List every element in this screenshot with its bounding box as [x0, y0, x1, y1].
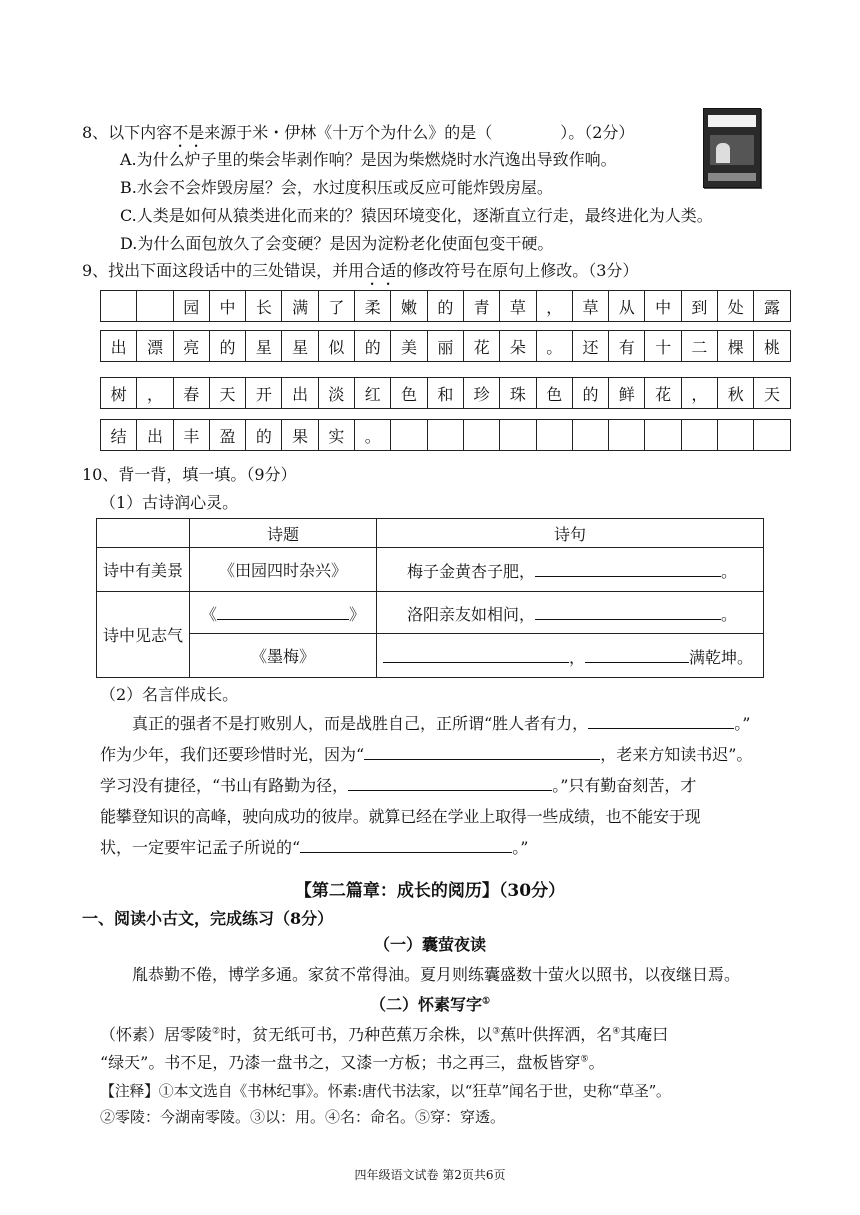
- q8-option-c[interactable]: C.人类是如何从猿类进化而来的？猿因环境变化，逐渐直立行走，最终进化为人类。: [120, 206, 713, 225]
- q10-sub1: （1）古诗润心灵。: [100, 493, 239, 512]
- grid-cell[interactable]: 天: [754, 378, 790, 409]
- text2-seg: 蕉叶供挥洒，名: [500, 1025, 613, 1044]
- grid-cell[interactable]: 美: [391, 331, 427, 362]
- grid-cell[interactable]: 亮: [173, 331, 209, 362]
- grid-cell[interactable]: [101, 291, 137, 322]
- grid-cell[interactable]: 。: [355, 420, 391, 451]
- grid-cell[interactable]: ，: [536, 291, 572, 322]
- grid-cell[interactable]: 的: [427, 291, 463, 322]
- quote-line-2-text: 作为少年，我们还要珍惜时光，因为“: [100, 745, 365, 764]
- poem-row3-title: 《墨梅》: [190, 634, 377, 678]
- quote-line-1: [100, 708, 765, 739]
- grid-cell[interactable]: 嫩: [391, 291, 427, 322]
- poem-row3-verse: [377, 634, 764, 678]
- poem-col-verse: 诗句: [377, 519, 764, 548]
- quote-line-5-end: 。”: [512, 838, 529, 857]
- q8-option-a[interactable]: A.为什么炉子里的柴会毕剥作响？是因为柴燃烧时水汽逸出导致作响。: [120, 150, 617, 169]
- grid-cell[interactable]: 花: [463, 331, 499, 362]
- grid-cell[interactable]: 果: [282, 420, 318, 451]
- grid-cell[interactable]: 天: [209, 378, 245, 409]
- q8-stem-part: 8、以下内容: [82, 123, 173, 142]
- text2-title-text: （二）怀素写字: [369, 995, 482, 1014]
- poem-row1-verse: [377, 548, 764, 592]
- chapter2-heading-text: 【第二篇章：成长的阅历】（: [294, 881, 508, 901]
- grid-cell[interactable]: [645, 420, 681, 451]
- grid-cell[interactable]: [391, 420, 427, 451]
- grid-cell[interactable]: 出: [282, 378, 318, 409]
- poem-row2-verse-blank[interactable]: [535, 601, 721, 620]
- grid-cell[interactable]: 的: [246, 420, 282, 451]
- grid-cell[interactable]: 满: [282, 291, 318, 322]
- grid-cell[interactable]: [137, 291, 173, 322]
- q10-stem: 10、背一背，填一填。（9分）: [82, 465, 297, 484]
- poem-row2-verse: [377, 592, 764, 634]
- grid-cell[interactable]: [609, 420, 645, 451]
- text2-seg: “绿天”。书不足，乃漆一盘书之，又漆一方板；书之再三，盘板皆穿: [100, 1053, 581, 1072]
- grid-cell[interactable]: 鲜: [609, 378, 645, 409]
- poem-row2-verse-end: 。: [721, 604, 738, 624]
- grid-cell[interactable]: ，: [137, 378, 173, 409]
- grid-cell[interactable]: 似: [318, 331, 354, 362]
- poem-row2-title-blank[interactable]: [217, 601, 349, 620]
- grid-cell[interactable]: ，: [681, 378, 717, 409]
- grid-cell[interactable]: 春: [173, 378, 209, 409]
- quote-line-3: [100, 770, 765, 801]
- grid-cell[interactable]: [536, 420, 572, 451]
- text2-seg: （怀素）居零陵: [100, 1025, 213, 1044]
- chapter2-heading: [0, 876, 860, 901]
- grid-cell[interactable]: [681, 420, 717, 451]
- grid-cell[interactable]: 棵: [718, 331, 754, 362]
- poem-row2-category: 诗中见志气: [97, 592, 190, 678]
- grid-cell[interactable]: 淡: [318, 378, 354, 409]
- grid-cell[interactable]: 盈: [209, 420, 245, 451]
- grid-cell[interactable]: 实: [318, 420, 354, 451]
- q9-grid-row-4: [100, 419, 791, 451]
- grid-cell[interactable]: 开: [246, 378, 282, 409]
- grid-cell[interactable]: 丽: [427, 331, 463, 362]
- grid-cell[interactable]: 的: [355, 331, 391, 362]
- notes-line-2: ②零陵：今湖南零陵。③以：用。④名：命名。⑤穿：穿透。: [100, 1108, 506, 1126]
- grid-cell[interactable]: 草: [500, 291, 536, 322]
- grid-cell[interactable]: 到: [681, 291, 717, 322]
- poem-col-title: 诗题: [190, 519, 377, 548]
- quote-blank-1[interactable]: [588, 710, 734, 729]
- grid-cell[interactable]: 的: [572, 378, 608, 409]
- section1-heading: 一、阅读小古文，完成练习（8分）: [82, 909, 334, 928]
- grid-cell[interactable]: 星: [282, 331, 318, 362]
- text2-title-note: ①: [481, 996, 491, 1007]
- q8-stem-part: 来源于米・伊林《十万个为什么》的是（: [204, 123, 493, 142]
- grid-cell[interactable]: 从: [609, 291, 645, 322]
- grid-cell[interactable]: 漂: [137, 331, 173, 362]
- grid-cell[interactable]: 珠: [500, 378, 536, 409]
- q9-stem: [82, 258, 638, 289]
- poem-row1-verse-blank[interactable]: [535, 558, 721, 577]
- grid-cell[interactable]: 柔: [355, 291, 391, 322]
- q9-stem-part: 9、找出下面这段话中的三处错误，并用: [82, 261, 365, 280]
- poem-row3-blank-1[interactable]: [383, 644, 569, 663]
- grid-cell[interactable]: [572, 420, 608, 451]
- poem-row1-category: 诗中有美景: [97, 548, 190, 592]
- notes-line-1: 【注释】①本文选自《书林纪事》。怀素:唐代书法家，以“狂草”闻名于世，史称“草圣”。: [100, 1082, 671, 1100]
- quote-line-4: 能攀登知识的高峰，驶向成功的彼岸。就算已经在学业上取得一些成绩，也不能安于现: [100, 807, 701, 826]
- q9-grid-row-1: [100, 290, 791, 322]
- grid-cell[interactable]: 星: [246, 331, 282, 362]
- grid-cell[interactable]: 花: [645, 378, 681, 409]
- chapter2-heading-unit: 分）: [531, 881, 566, 901]
- grid-cell[interactable]: 露: [754, 291, 790, 322]
- book-cover-image: [703, 108, 761, 188]
- book-cover-figure: [716, 143, 730, 163]
- quote-line-1-end: 。”: [734, 714, 751, 733]
- grid-cell[interactable]: 红: [355, 378, 391, 409]
- text2-note-3: ③: [492, 1026, 501, 1037]
- grid-cell[interactable]: 朵: [500, 331, 536, 362]
- grid-cell[interactable]: [500, 420, 536, 451]
- poem-row1-verse-end: 。: [721, 561, 738, 581]
- text2-seg: 其庵曰: [620, 1025, 669, 1044]
- text2-note-4: ④: [612, 1026, 621, 1037]
- text2-note-5: ⑤: [580, 1054, 589, 1065]
- grid-cell[interactable]: 树: [101, 378, 137, 409]
- poem-table-corner: [97, 519, 190, 548]
- grid-cell[interactable]: 的: [209, 331, 245, 362]
- quote-blank-4[interactable]: [300, 834, 512, 853]
- book-cover-bottom-strip: [708, 173, 756, 181]
- grid-cell[interactable]: [718, 420, 754, 451]
- grid-cell[interactable]: 桃: [754, 331, 790, 362]
- quote-line-1-text: 真正的强者不是打败别人，而是战胜自己，正所谓“胜人者有力，: [132, 714, 589, 733]
- grid-cell[interactable]: 二: [681, 331, 717, 362]
- grid-cell[interactable]: 色: [536, 378, 572, 409]
- q9-grid-row-3: [100, 377, 791, 409]
- quote-line-2: [100, 739, 765, 770]
- grid-cell[interactable]: 出: [101, 331, 137, 362]
- q8-stem-score: ）。（2分）: [560, 123, 635, 142]
- poem-row3-blank-2[interactable]: [585, 644, 689, 663]
- grid-cell[interactable]: 色: [391, 378, 427, 409]
- grid-cell[interactable]: 十: [645, 331, 681, 362]
- text2-body-line-1: [100, 1022, 668, 1045]
- quote-line-5-text: 状，一定要牢记孟子所说的“: [100, 838, 301, 857]
- text2-seg: 。: [588, 1053, 605, 1072]
- grid-cell[interactable]: 。: [536, 331, 572, 362]
- q9-emphasis: 合适: [364, 261, 397, 280]
- text2-note-2: ②: [212, 1026, 221, 1037]
- grid-cell[interactable]: 了: [318, 291, 354, 322]
- grid-cell[interactable]: 中: [645, 291, 681, 322]
- grid-cell[interactable]: 结: [101, 420, 137, 451]
- q8-emphasis: 不是: [172, 123, 205, 142]
- grid-cell[interactable]: 草: [572, 291, 608, 322]
- page-footer: 四年级语文试卷 第2页共6页: [354, 1168, 506, 1182]
- quote-blank-2[interactable]: [364, 741, 600, 760]
- q9-grid-row-2: [100, 330, 791, 362]
- grid-cell[interactable]: [427, 420, 463, 451]
- text1-title: （一）囊萤夜读: [373, 935, 486, 954]
- poem-row2-title: [190, 592, 377, 634]
- quote-line-2-end: ，老来方知读书迟”。: [600, 745, 753, 764]
- grid-cell[interactable]: 还: [572, 331, 608, 362]
- poem-row3-sep: ，: [569, 647, 586, 667]
- grid-cell[interactable]: 处: [718, 291, 754, 322]
- quote-blank-3[interactable]: [348, 772, 552, 791]
- q9-stem-part: 的修改符号在原句上修改。（3分）: [396, 261, 639, 280]
- quote-line-5: [100, 832, 765, 863]
- q10-sub2: （2）名言伴成长。: [100, 685, 239, 704]
- text2-seg: 时，贫无纸可书，乃种芭蕉万余株，以: [220, 1025, 493, 1044]
- poem-row2-verse-text: 洛阳亲友如相问，: [407, 604, 536, 624]
- grid-cell[interactable]: 珍: [463, 378, 499, 409]
- quote-line-3-text: 学习没有捷径，“书山有路勤为径，: [100, 776, 349, 795]
- q8-option-d[interactable]: D.为什么面包放久了会变硬？是因为淀粉老化使面包变干硬。: [120, 234, 554, 253]
- quote-line-3-end: 。”只有勤奋刻苦，才: [552, 776, 697, 795]
- poem-table: [96, 518, 764, 678]
- text2-body-line-2: [100, 1050, 604, 1073]
- poem-row2-title-close: 》: [349, 604, 366, 624]
- book-cover-title-strip: [708, 115, 756, 127]
- grid-cell[interactable]: [463, 420, 499, 451]
- grid-cell[interactable]: 出: [137, 420, 173, 451]
- poem-row1-verse-text: 梅子金黄杏子肥，: [407, 561, 536, 581]
- grid-cell[interactable]: 丰: [173, 420, 209, 451]
- text1-body: 胤恭勤不倦，博学多通。家贫不常得油。夏月则练囊盛数十萤火以照书，以夜继日焉。: [132, 965, 741, 984]
- poem-row3-end: 满乾坤。: [689, 647, 754, 667]
- grid-cell[interactable]: 和: [427, 378, 463, 409]
- text2-title: [0, 992, 860, 1015]
- chapter2-heading-score: 30: [507, 881, 532, 901]
- grid-cell[interactable]: 园: [173, 291, 209, 322]
- q8-option-b[interactable]: B.水会不会炸毁房屋？会，水过度积压或反应可能炸毁房屋。: [120, 178, 553, 197]
- grid-cell[interactable]: 秋: [718, 378, 754, 409]
- grid-cell[interactable]: 长: [246, 291, 282, 322]
- grid-cell[interactable]: 中: [209, 291, 245, 322]
- grid-cell[interactable]: [754, 420, 790, 451]
- grid-cell[interactable]: 青: [463, 291, 499, 322]
- poem-row1-title: 《田园四时杂兴》: [190, 548, 377, 592]
- grid-cell[interactable]: 有: [609, 331, 645, 362]
- poem-row2-title-open: 《: [200, 604, 217, 624]
